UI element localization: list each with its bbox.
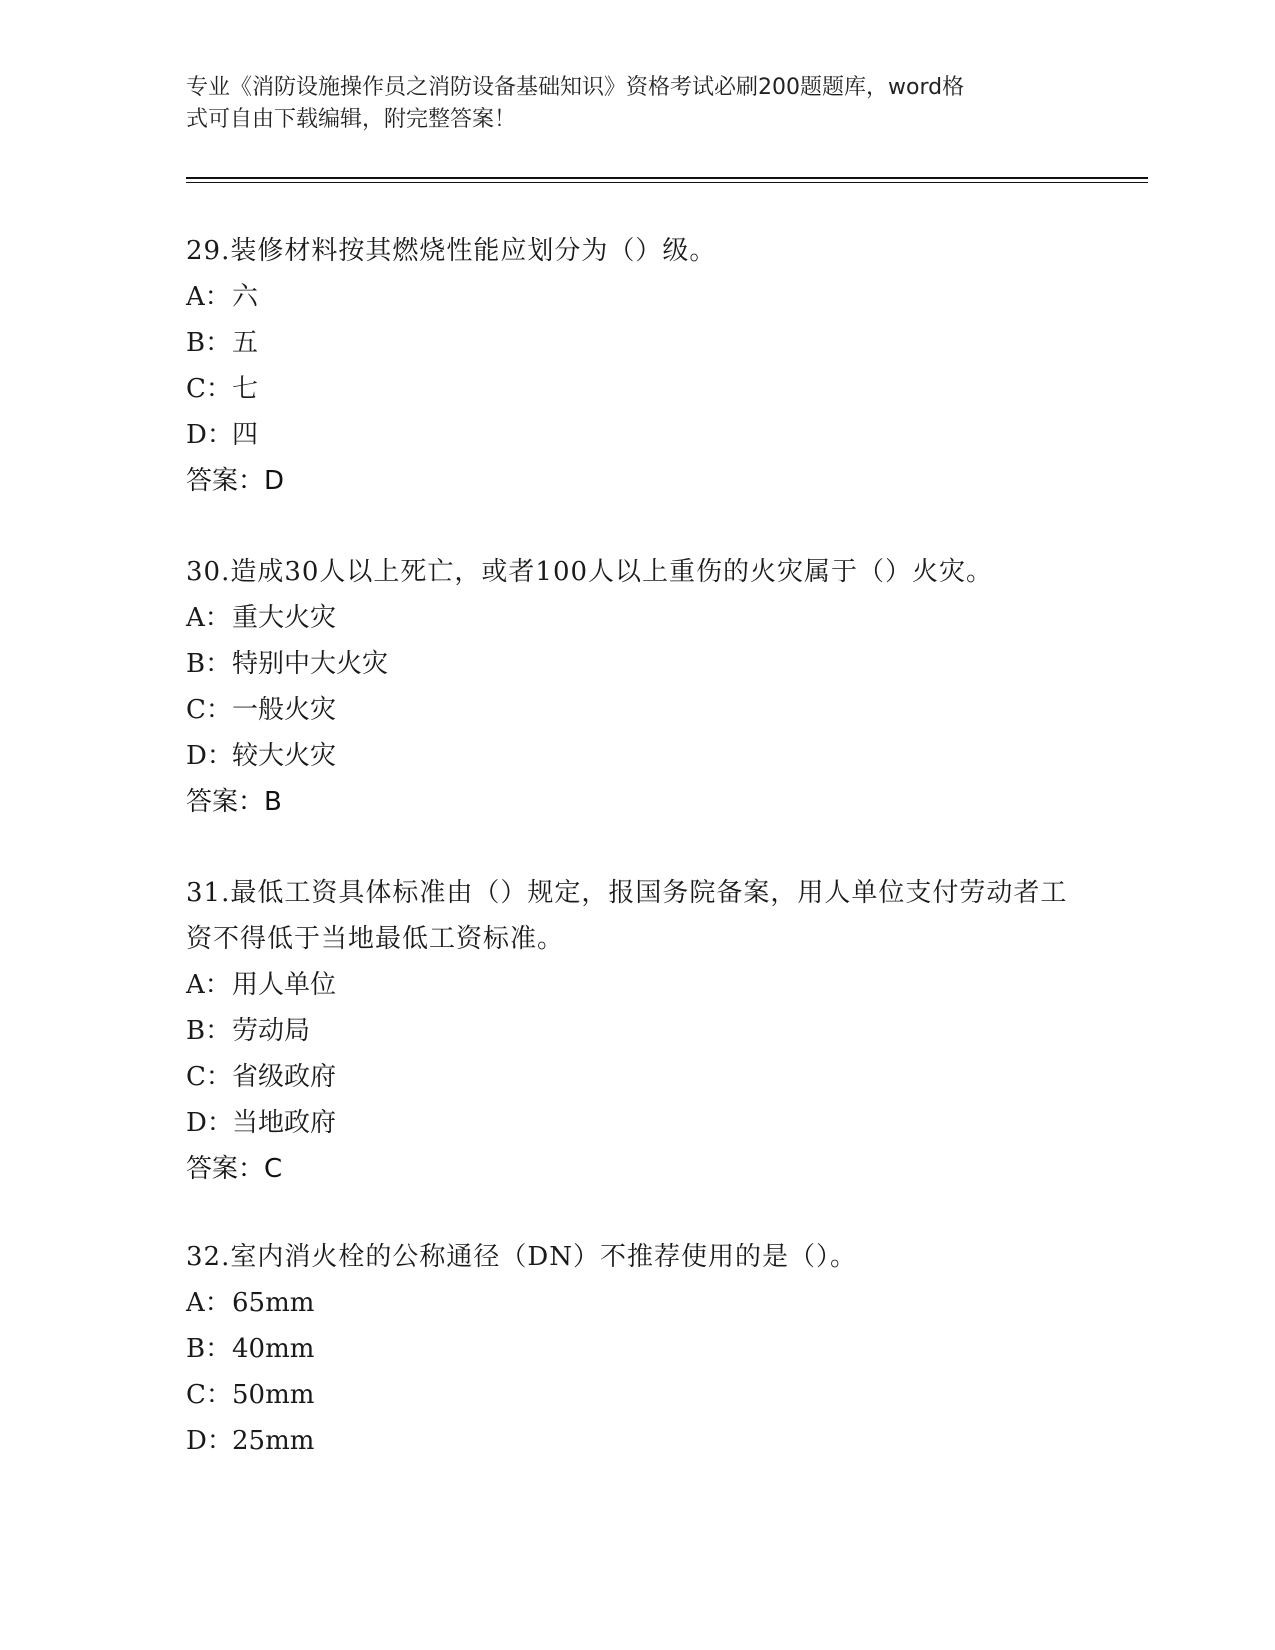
option-text: 25mm — [232, 1426, 315, 1456]
header-divider-thin — [186, 182, 1148, 183]
option-label: A： — [186, 1288, 231, 1318]
option-text: 七 — [232, 374, 259, 404]
option-text: 当地政府 — [232, 1108, 337, 1138]
option-text: 重大火灾 — [232, 603, 337, 633]
option-label: C： — [186, 695, 232, 725]
option-label: C： — [186, 1062, 232, 1092]
option-text: 特别中大火灾 — [232, 649, 389, 679]
header-line-1: 专业《消防设施操作员之消防设备基础知识》资格考试必刷200题题库，word格 — [186, 75, 965, 100]
question-text: 31.最低工资具体标准由（）规定，报国务院备案，用人单位支付劳动者工资不得低于当地最低工资标准。 — [186, 878, 1068, 954]
document-header — [186, 72, 1076, 136]
option-b — [186, 1326, 1086, 1372]
option-label: D： — [186, 1108, 233, 1138]
option-d — [186, 1100, 1086, 1146]
answer-line: 答案：C — [186, 1154, 283, 1184]
option-label: B： — [186, 649, 232, 679]
option-label: B： — [186, 328, 232, 358]
answer-line: 答案：D — [186, 466, 285, 496]
option-c — [186, 687, 1086, 733]
question-text: 32.室内消火栓的公称通径（DN）不推荐使用的是（）。 — [186, 1242, 857, 1272]
option-text: 六 — [232, 282, 259, 312]
question-32 — [186, 1234, 1086, 1464]
question-text: 30.造成30人以上死亡，或者100人以上重伤的火灾属于（）火灾。 — [186, 557, 994, 587]
header-divider-thick — [186, 177, 1148, 179]
option-a — [186, 274, 1086, 320]
option-a — [186, 595, 1086, 641]
option-text: 50mm — [232, 1380, 315, 1410]
option-c — [186, 1372, 1086, 1418]
option-label: C： — [186, 374, 232, 404]
option-text: 五 — [232, 328, 259, 358]
option-b — [186, 641, 1086, 687]
option-label: D： — [186, 420, 233, 450]
answer-line: 答案：B — [186, 787, 282, 817]
question-31 — [186, 870, 1086, 1192]
option-d — [186, 412, 1086, 458]
option-text: 省级政府 — [232, 1062, 337, 1092]
option-a — [186, 962, 1086, 1008]
option-text: 四 — [232, 420, 259, 450]
option-label: B： — [186, 1334, 232, 1364]
option-label: A： — [186, 603, 231, 633]
option-label: D： — [186, 1426, 233, 1456]
option-c — [186, 1054, 1086, 1100]
option-label: C： — [186, 1380, 232, 1410]
option-text: 40mm — [232, 1334, 315, 1364]
option-text: 较大火灾 — [232, 741, 337, 771]
option-a — [186, 1280, 1086, 1326]
question-29 — [186, 228, 1086, 504]
option-d — [186, 1418, 1086, 1464]
header-line-2: 式可自由下载编辑，附完整答案！ — [186, 107, 517, 132]
option-text: 用人单位 — [232, 970, 337, 1000]
option-c — [186, 366, 1086, 412]
question-30 — [186, 549, 1086, 825]
option-label: D： — [186, 741, 233, 771]
option-text: 劳动局 — [232, 1016, 311, 1046]
option-label: A： — [186, 970, 231, 1000]
option-b — [186, 320, 1086, 366]
option-text: 65mm — [232, 1288, 315, 1318]
option-label: A： — [186, 282, 231, 312]
option-b — [186, 1008, 1086, 1054]
option-label: B： — [186, 1016, 232, 1046]
option-d — [186, 733, 1086, 779]
question-text: 29.装修材料按其燃烧性能应划分为（）级。 — [186, 236, 717, 266]
option-text: 一般火灾 — [232, 695, 337, 725]
